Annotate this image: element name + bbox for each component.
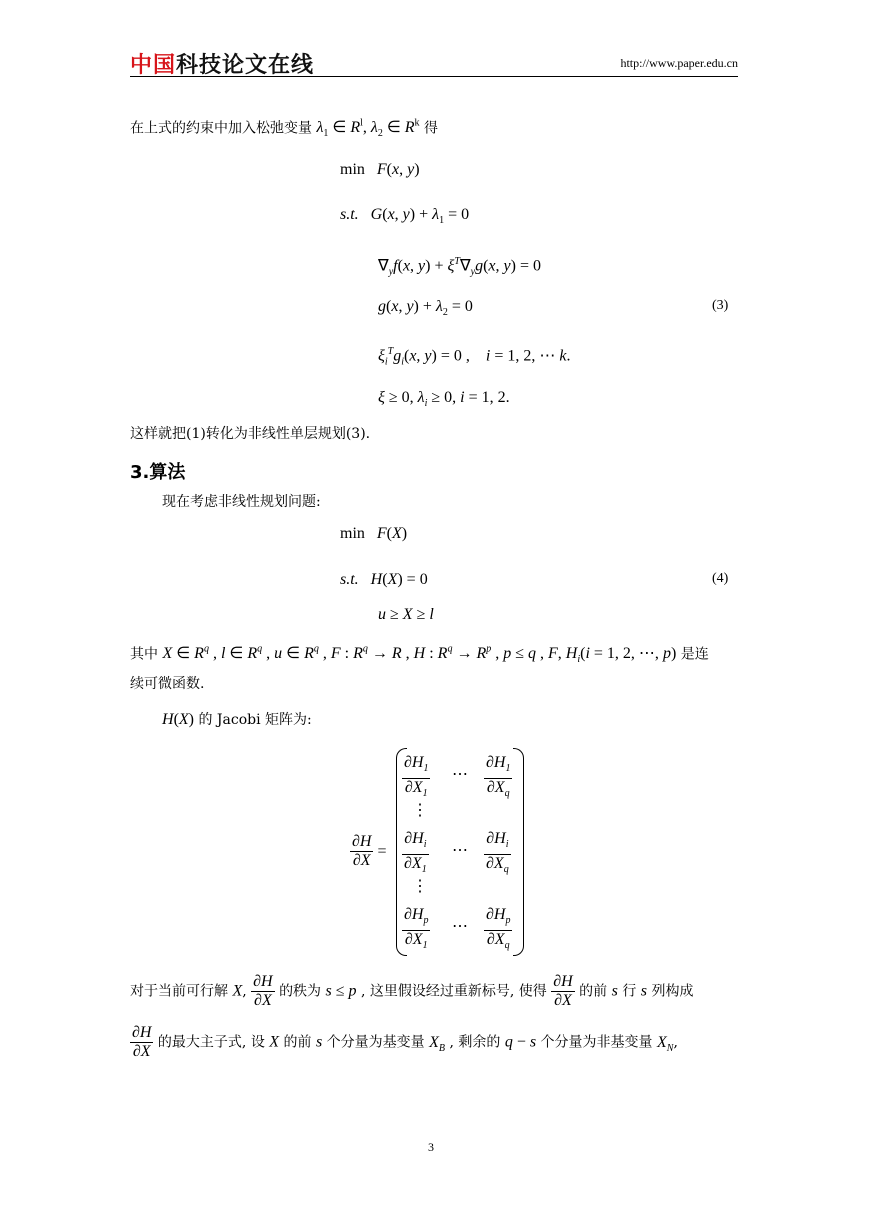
eq3-line-1: min F(x, y) (340, 161, 420, 178)
eq4-line-1: min F(X) (340, 525, 408, 542)
eq3-line-5: $\xi_i^Tg_i(x$, y) = 0 , i = 1, 2, ⋯ k. (378, 346, 571, 368)
intro-paragraph: 在上式的约束中加入松弛变量 $\lambda_1$ ∈ $R^l$, $\lambda_2$ ∈ $R^k$ 得 (130, 118, 438, 140)
rank-paragraph-line-1: 对于当前可行解 X, $\frac{\partial H}{\partial X}$ 的秩为 s ≤ p , 这里假设经过重新标号, 使得 $\frac{\partial H}{\partial X}$ 的前 s 行 s 列构成 (130, 973, 694, 1009)
eq4-line-3: u ≥ X ≥ l (378, 606, 434, 623)
header-url[interactable]: http://www.paper.edu.cn (620, 56, 738, 70)
page-header (130, 48, 738, 77)
eq3-line-3: $\nabla_yf(x$, $y) + \xi^T\nabla_yg(x$, y) = 0 (378, 256, 541, 278)
section-title: 3.算法 (130, 462, 186, 483)
jacobian-matrix: $\frac{\partial H_1}{\partial X_1}$ ⋯ $\frac{\partial H_1}{\partial X_q}$ ⋮ $\frac{\partial H_i}{\partial X_1}$ ⋯ $\frac{\partial H_i}{\partial X_q}$ ⋮ $\frac{\partial H_p}{\partial X_1}$ ⋯ $\frac{\partial H_p}{\partial X_q}$ (396, 748, 524, 958)
jacobian-lhs: $\frac{\partial H}{\partial X}$ = (352, 833, 387, 869)
eq3-line-4: g(x, $y) + \lambda_2 = 0$ (378, 298, 473, 319)
eq4-line-2: s.t. H(X) = 0 (340, 571, 428, 588)
equation-number-3: (3) (712, 298, 729, 313)
where-paragraph: 其中 X ∈ $R^q$ , l ∈ $R^q$ , u ∈ $R^q$ , F : $R^q \to R$ , H : $R^q \to R^p$ , p ≤ q , F, $H_i(i = 1$, 2, ⋯, p) 是连 (130, 644, 709, 666)
consider-paragraph: 现在考虑非线性规划问题: (162, 494, 321, 510)
eq3-line-2: s.t. G(x, $y) + \lambda_1 = 0$ (340, 206, 470, 227)
rank-paragraph-line-2: $\frac{\partial H}{\partial X}$ 的最大主子式, 设 X 的前 s 个分量为基变量 $X_B$ , 剩余的 q − s 个分量为非基变量 $X_N$, (132, 1024, 678, 1060)
page-number: 3 (428, 1140, 434, 1154)
transform-paragraph: 这样就把(1)转化为非线性单层规划(3). (130, 426, 371, 442)
eq3-line-6: ξ ≥ 0, $\lambda_i \ge 0$, i = 1, 2. (378, 389, 510, 410)
continuous-paragraph: 续可微函数. (130, 676, 205, 692)
jacobi-paragraph: H(X) 的 Jacobi 矩阵为: (162, 711, 312, 728)
journal-logo: 中国科技论文在线 (130, 53, 315, 78)
equation-number-4: (4) (712, 571, 729, 586)
